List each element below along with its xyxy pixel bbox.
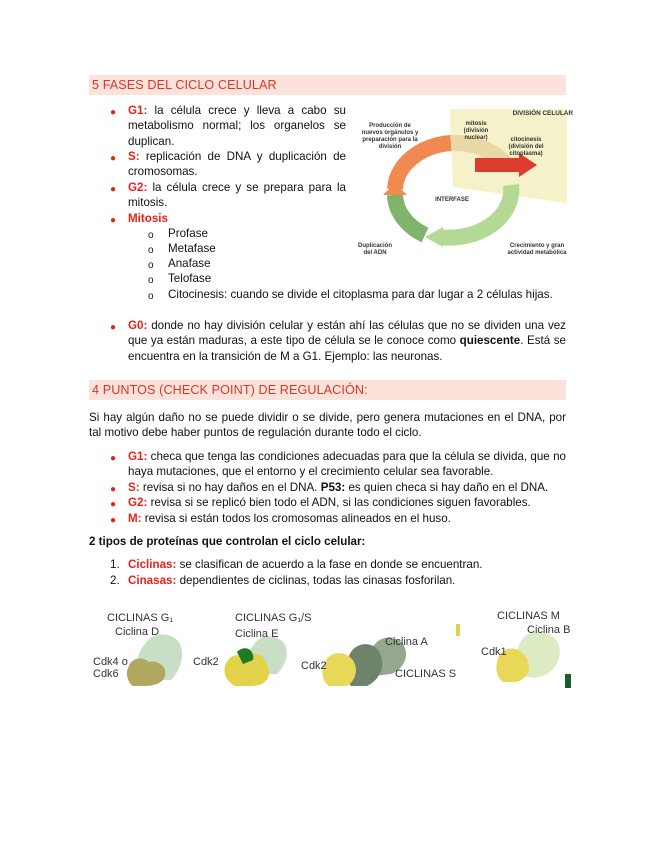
crecimiento-label: Crecimiento y gran actividad metabólica: [507, 243, 567, 256]
m-dark-shape: [565, 674, 571, 688]
produccion-label: Producción de nuevos orgánulos y preparación para la división: [361, 123, 419, 150]
bullet: ●: [110, 322, 117, 333]
section-heading-fases: 5 FASES DEL CICLO CELULAR: [89, 75, 566, 95]
interfase-label: INTERFASE: [435, 197, 469, 203]
ciclina-e-label: Ciclina E: [235, 628, 279, 640]
ciclina-a-label: Ciclina A: [385, 636, 428, 648]
protein-item-ciclinas: Ciclinas: se clasifican de acuerdo a la fase en donde se encuentran.: [128, 558, 483, 571]
duplicacion-label: Duplicación del ADN: [357, 243, 392, 256]
bullet: ●: [110, 153, 117, 164]
bullet: ●: [110, 499, 117, 510]
phase-item: Profase: [168, 227, 208, 240]
bullet: ●: [110, 215, 117, 226]
g1-item: G1: la célula crece y lleva a cabo su metabolismo normal; los organelos se duplican.: [128, 104, 346, 148]
checkpoint-m: M: revisa si están todos los cromosomas alineados en el huso.: [128, 512, 451, 525]
g2-item: G2: la célula crece y se prepara para la mitosis.: [128, 181, 346, 210]
protein-item-cinasas: Cinasas: dependientes de ciclinas, todas las cinasas fosforilan.: [128, 574, 456, 587]
bullet: ●: [110, 484, 117, 495]
cdk2-label-a: Cdk2: [193, 656, 219, 668]
citocinesis-label: citocinesis (división del citoplasma): [508, 137, 544, 157]
checkpoint-g2: G2: revisa si se replicó bien todo el ADN, si las condiciones siguen favorables.: [128, 496, 531, 509]
section-heading-checkpoints: 4 PUNTOS (CHECK POINT) DE REGULACIÓN:: [89, 380, 566, 400]
bullet: ●: [110, 107, 117, 118]
phase-item: Anafase: [168, 257, 211, 270]
cdk1-label: Cdk1: [481, 646, 507, 658]
ciclinas-s-label: CICLINAS S: [395, 668, 457, 680]
mitosis-item: Mitosis: [128, 212, 168, 225]
cyclin-cdk-figure: [89, 606, 571, 688]
cdk2-label-b: Cdk2: [301, 660, 327, 672]
cell-cycle-diagram: [355, 103, 573, 263]
ciclinas-g1s-label: CICLINAS G₁/S: [235, 612, 312, 624]
sub-bullet: o: [148, 230, 154, 241]
protein-item-num: 2.: [110, 574, 120, 587]
bullet: ●: [110, 453, 117, 464]
checkpoint-g1: G1: checa que tenga las condiciones adecuadas para que la célula se divida, que no haya mutaciones, que el entorno y el crecimiento celular sea favorable.: [128, 450, 566, 479]
ciclinas-g1-label: CICLINAS G₁: [107, 612, 174, 624]
bullet: ●: [110, 184, 117, 195]
sub-bullet: o: [148, 245, 154, 256]
s-item: S: replicación de DNA y duplicación de cromosomas.: [128, 150, 346, 179]
checkpoint-s: S: revisa si no hay daños en el DNA. P53: es quien checa si hay daño en el DNA.: [128, 481, 549, 494]
s-arc: [395, 195, 425, 235]
cdk2-shape-b: [322, 653, 356, 686]
g1-arrowhead: [425, 227, 443, 247]
bullet: ●: [110, 515, 117, 526]
phase-item: Telofase: [168, 272, 212, 285]
ciclina-b-label: Ciclina B: [527, 624, 571, 636]
ciclina-d-label: Ciclina D: [115, 626, 160, 638]
checkpoint-intro: Si hay algún daño no se puede dividir o se divide, pero genera mutaciones en el DNA, por tal motivo debe haber puntos de regulación durante todo el ciclo.: [89, 411, 566, 440]
proteins-subheading: 2 tipos de proteínas que controlan el ciclo celular:: [89, 535, 366, 548]
division-label: DIVISIÓN CELULAR: [512, 110, 573, 117]
phase-item: Citocinesis: cuando se divide el citoplasma para dar lugar a 2 células hijas.: [168, 288, 553, 301]
g0-item: G0: donde no hay división celular y están ahí las células que no se dividen una vez que ya están maduras, a este tipo de célula se le conoce como quiescente. Está se encuentra en la transición de M a G1. Ejemplo: las neuronas.: [128, 319, 566, 363]
ciclinas-m-label: CICLINAS M: [497, 610, 560, 622]
mitosis-label: mitosis (división nuclear): [463, 121, 489, 141]
phase-item: Metafase: [168, 242, 216, 255]
s-edge-shape: [456, 624, 460, 636]
cdk46-label: Cdk4 o Cdk6: [93, 656, 128, 680]
sub-bullet: o: [148, 260, 154, 271]
sub-bullet: o: [148, 291, 154, 302]
protein-item-num: 1.: [110, 558, 120, 571]
sub-bullet: o: [148, 275, 154, 286]
